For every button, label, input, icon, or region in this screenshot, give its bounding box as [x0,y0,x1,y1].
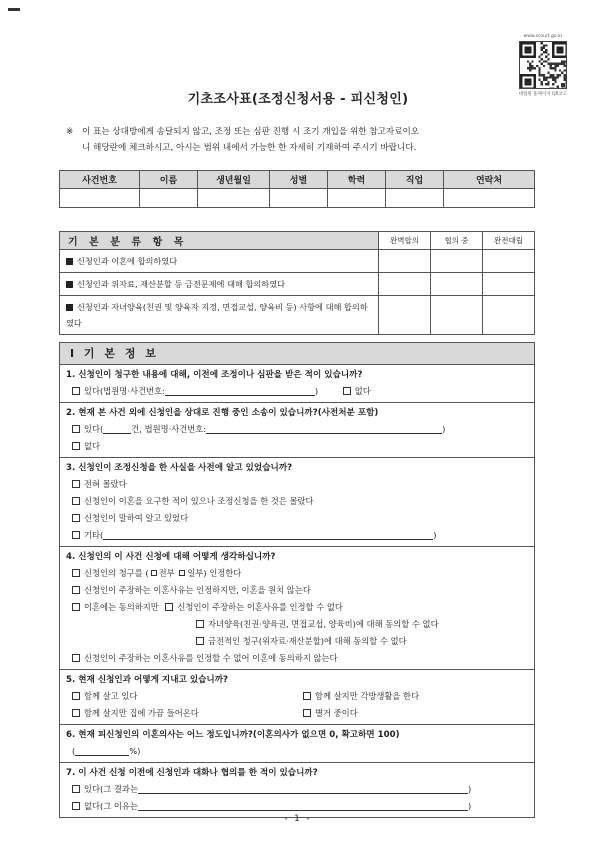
gender-field[interactable] [270,189,328,208]
education-field[interactable] [328,189,386,208]
option-label: 금전적인 청구(위자료·재산분할)에 대해 동의할 수 없다 [208,636,407,646]
option-label: 신청인이 말하여 알고 있었다 [84,513,189,523]
option-label: 신청인이 이혼을 요구한 적이 있으나 조정신청을 한 것은 몰랐다 [84,496,314,506]
col-full-agreement: 완벽합의 [379,232,431,250]
checkbox[interactable] [303,709,311,717]
case-info-input[interactable] [165,386,315,396]
option-label: 일부) 인정한다 [187,568,242,578]
col-contact: 연락처 [444,171,535,189]
question-title: 6. 현재 피신청인의 이혼의사는 어느 정도입니까?(이혼의사가 없으면 0, 확고하면 100) [66,730,400,740]
check-cell[interactable] [379,250,431,273]
page-number: - 1 - [284,814,312,824]
reason-input[interactable] [138,801,468,811]
question-title: 3. 신청인이 조정신청을 한 사실을 사전에 알고 있었습니까? [66,463,293,473]
question-5 [60,670,534,725]
checkbox[interactable] [72,425,80,433]
checkbox[interactable] [72,514,80,522]
paren-close: ) [467,784,472,794]
option-label: 없다 [354,386,371,396]
option-label: 함께 살지만 집에 가끔 들어온다 [84,708,199,718]
paren-close: ) [433,530,437,540]
checkbox[interactable] [72,785,80,793]
col-full-conflict: 완전대립 [483,232,535,250]
option-label: 있다(법원명·사건번호: [84,386,165,396]
col-birthdate: 생년월일 [198,171,270,189]
case-count-input[interactable] [103,424,131,434]
classification-row [60,296,535,335]
square-bullet-icon [66,304,73,311]
check-cell[interactable] [431,296,483,335]
classification-row-label: 신청인과 이혼에 합의하였다 [77,256,178,266]
checkbox[interactable] [72,692,80,700]
option-label: 별거 중이다 [315,708,358,718]
checkbox[interactable] [72,802,80,810]
option-label: 건, 법원명·사건번호: [131,424,207,434]
paren-close: ) [442,424,446,434]
notice-line-2: 니 해당란에 체크하시고, 아시는 범위 내에서 가능한 한 자세히 기재하여 주시기 바랍니다. [82,143,417,153]
classification-row [60,250,535,273]
square-bullet-icon [66,281,73,288]
checkbox[interactable] [72,709,80,717]
question-title: 1. 신청인이 청구한 내용에 대해, 이전에 조정이나 심판을 받은 적이 있습니까? [66,370,363,380]
check-cell[interactable] [379,296,431,335]
option-label: 신청인의 청구를 ( [84,568,149,578]
classification-row-label: 신청인과 자녀양육(친권 및 양육자 지정, 면접교섭, 양육비 등) 사항에 대해 합의하였다 [66,302,368,328]
checkbox[interactable] [72,480,80,488]
question-3 [60,458,534,547]
question-title: 4. 신청인의 이 사건 신청에 대해 어떻게 생각하십니까? [66,552,276,562]
qr-caption: 대법원 홈페이지 QR코드 [518,92,568,97]
checkbox[interactable] [196,637,204,645]
checkbox[interactable] [72,442,80,450]
basic-info-section [59,342,535,818]
case-info-input[interactable] [206,424,442,434]
checkbox[interactable] [165,603,173,611]
notice [66,124,546,156]
option-label: 없다 [84,441,101,451]
case-number-field[interactable] [60,189,140,208]
option-label: 함께 살고 있다 [84,691,138,701]
paren-close: ) [467,801,472,811]
option-label: 전혀 몰랐다 [84,479,127,489]
checkbox[interactable] [72,569,80,577]
checkbox[interactable] [343,387,351,395]
paren-open: ( [72,746,76,756]
checkbox[interactable] [72,586,80,594]
option-label: 신청인이 주장하는 이혼사유를 인정할 수 없다 [177,602,343,612]
classification-header: 기 본 분 류 항 목 [60,232,379,250]
checkbox[interactable] [196,620,204,628]
checkbox[interactable] [72,387,80,395]
option-label: 신청인이 주장하는 이혼사유는 인정하지만, 이혼을 원치 않는다 [84,585,311,595]
question-title: 2. 현재 본 사건 외에 신청인을 상대로 진행 중인 소송이 있습니까?(사전처분 포함) [66,408,379,418]
checkbox[interactable] [72,654,80,662]
classification-row-label: 신청인과 위자료, 재산분할 등 금전문제에 대해 합의하였다 [77,279,286,289]
checkbox[interactable] [303,692,311,700]
page-title: 기초조사표(조정신청서용 - 피신청인) [187,92,409,107]
classification-table [59,231,535,335]
personal-info-table [59,170,535,208]
birthdate-field[interactable] [198,189,270,208]
question-4 [60,547,534,670]
qr-url: www.scourt.go.kr [523,34,563,39]
square-bullet-icon [66,258,73,265]
check-cell[interactable] [431,250,483,273]
info-header-row [60,171,535,189]
corner-mark [8,8,20,11]
option-label: 신청인이 주장하는 이혼사유를 인정할 수 없어 이혼에 동의하지 않는다 [84,653,338,663]
check-cell[interactable] [483,250,535,273]
question-6 [60,725,534,763]
col-gender: 성별 [270,171,328,189]
option-label: 있다( [84,424,104,434]
checkbox[interactable] [72,531,80,539]
divorce-intent-percent-input[interactable] [75,746,129,756]
question-title: 7. 이 사건 신청 이전에 신청인과 대화나 협의를 한 적이 있습니까? [66,768,318,778]
col-in-negotiation: 협의 중 [431,232,483,250]
option-label: 있다(그 결과는 [84,784,138,794]
notice-mark: ※ [66,127,74,137]
question-1 [60,365,534,403]
question-title: 5. 현재 신청인과 어떻게 지내고 있습니까? [66,675,229,685]
option-label: 전부 [158,568,175,578]
occupation-field[interactable] [386,189,444,208]
check-cell[interactable] [483,273,535,296]
check-cell[interactable] [483,296,535,335]
option-label: 이혼에는 동의하지만 [84,602,159,612]
check-cell[interactable] [431,273,483,296]
question-2 [60,403,534,458]
notice-line-1: 이 표는 상대방에게 송달되지 않고, 조정 또는 심판 진행 시 조기 개입을 위한 참고자료이오 [82,127,420,137]
col-occupation: 직업 [386,171,444,189]
contact-field[interactable] [444,189,535,208]
checkbox-small[interactable] [179,570,185,576]
name-field[interactable] [140,189,198,208]
option-label: 기타( [84,530,104,540]
col-case-number: 사건번호 [60,171,140,189]
question-7 [60,763,534,817]
col-education: 학력 [328,171,386,189]
checkbox[interactable] [72,497,80,505]
option-label: 자녀양육(친권·양육권, 면접교섭, 양육비)에 대해 동의할 수 없다 [208,619,439,629]
classification-header-row [60,232,535,250]
col-name: 이름 [140,171,198,189]
section-header: Ⅰ 기 본 정 보 [60,343,534,365]
checkbox[interactable] [72,603,80,611]
option-label: 없다(그 이유는 [84,801,138,811]
checkbox-small[interactable] [151,570,157,576]
qr-code-icon [519,41,567,89]
classification-row [60,273,535,296]
check-cell[interactable] [379,273,431,296]
result-input[interactable] [138,784,468,794]
paren-close: ) [314,386,319,396]
option-label: 함께 살지만 각방생활을 한다 [315,691,420,701]
info-input-row [60,189,535,208]
other-input[interactable] [103,530,433,540]
percent-close: %) [129,746,141,756]
